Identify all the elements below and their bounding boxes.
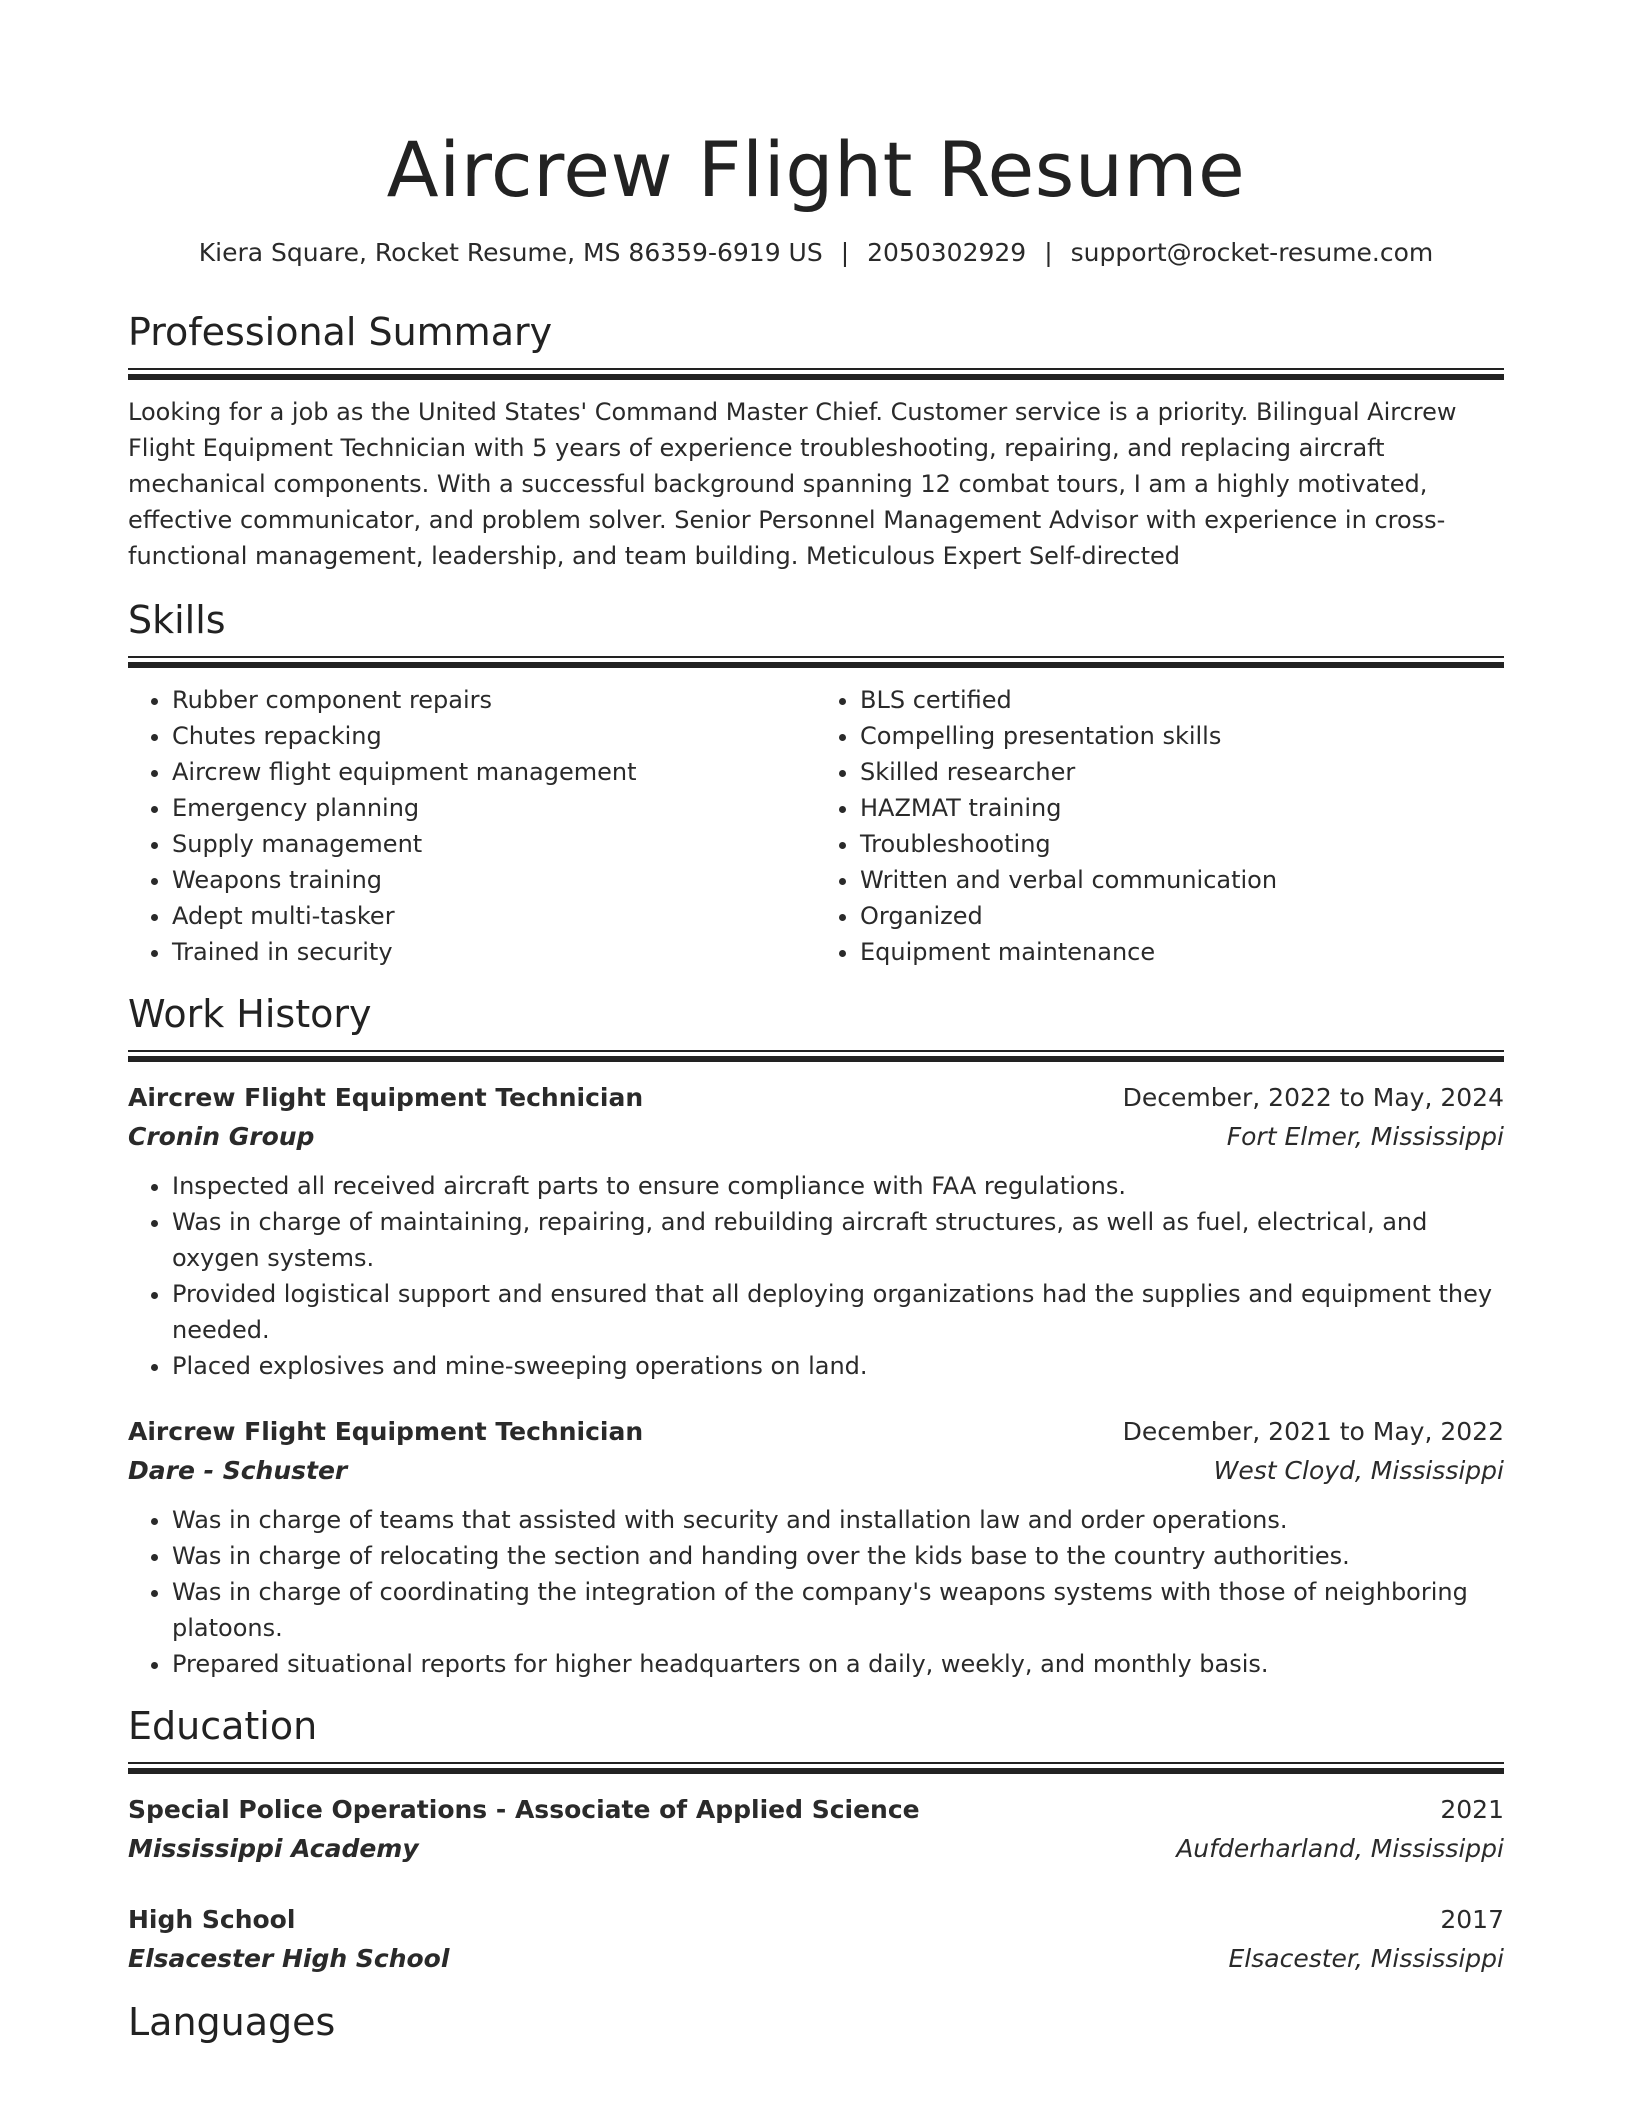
skill-item: • Aircrew flight equipment management: [172, 754, 816, 790]
education-location: Elsacester, Mississippi: [1228, 1944, 1504, 1973]
skill-item: • Emergency planning: [172, 790, 816, 826]
job-bullet: • Inspected all received aircraft parts to ensure compliance with FAA regulations.: [172, 1168, 1504, 1204]
skill-item: • Written and verbal communication: [860, 862, 1504, 898]
job-bullet: • Was in charge of relocating the section and handing over the kids base to the country authorities.: [172, 1538, 1504, 1574]
skill-item: • BLS certified: [860, 682, 1504, 718]
work-history-section: [128, 990, 1504, 1682]
section-title-work-history: Work History: [128, 992, 372, 1036]
education-year: 2021: [1440, 1795, 1504, 1824]
skill-item: • Troubleshooting: [860, 826, 1504, 862]
job-title: Aircrew Flight Equipment Technician: [128, 1417, 644, 1446]
education-section: [128, 1702, 1504, 1978]
skill-item: • Compelling presentation skills: [860, 718, 1504, 754]
section-title-skills: Skills: [128, 598, 226, 642]
section-divider: [128, 656, 1504, 668]
job-entry: [128, 1412, 1504, 1682]
job-bullets: [128, 1168, 1504, 1384]
summary-text: Looking for a job as the United States' Command Master Chief. Customer service is a priority. Bilingual Aircrew Flight Equipment Technician with 5 years of experience troubleshooting, repairing, and replacing aircraft mechanical components. With a successful background spanning 12 combat tours, I am a highly motivated, effective communicator, and problem solver. Senior Personnel Management Advisor with experience in cross-functional management, leadership, and team building. Meticulous Expert Self-directed: [128, 398, 1457, 570]
skills-list-left: [128, 682, 816, 970]
section-divider: [128, 1050, 1504, 1062]
skills-section: [128, 596, 1504, 970]
job-bullet: • Placed explosives and mine-sweeping operations on land.: [172, 1348, 1504, 1384]
summary-section: [128, 308, 1504, 574]
resume-title: Aircrew Flight Resume: [386, 125, 1246, 214]
education-entry: [128, 1900, 1504, 1978]
education-school: Elsacester High School: [128, 1944, 450, 1973]
skills-list-right: [816, 682, 1504, 970]
job-bullet: • Was in charge of maintaining, repairing, and rebuilding aircraft structures, as well as fuel, electrical, and oxygen systems.: [172, 1204, 1504, 1276]
job-bullets: [128, 1502, 1504, 1682]
skills-columns: [128, 682, 1504, 970]
skill-item: • Trained in security: [172, 934, 816, 970]
section-divider: [128, 1762, 1504, 1774]
skill-item: • HAZMAT training: [860, 790, 1504, 826]
contact-separator: |: [1044, 238, 1053, 267]
education-degree: Special Police Operations - Associate of Applied Science: [128, 1795, 920, 1824]
education-school: Mississippi Academy: [128, 1834, 419, 1863]
job-location: West Cloyd, Mississippi: [1213, 1456, 1504, 1485]
job-location: Fort Elmer, Mississippi: [1226, 1122, 1504, 1151]
skill-item: • Weapons training: [172, 862, 816, 898]
contact-line: [128, 236, 1504, 270]
skill-item: • Equipment maintenance: [860, 934, 1504, 970]
job-dates: December, 2022 to May, 2024: [1122, 1083, 1504, 1112]
job-company: Cronin Group: [128, 1122, 315, 1151]
skill-item: • Adept multi-tasker: [172, 898, 816, 934]
job-company: Dare - Schuster: [128, 1456, 348, 1485]
skill-item: • Rubber component repairs: [172, 682, 816, 718]
languages-section: [128, 1998, 1504, 2046]
skill-item: • Organized: [860, 898, 1504, 934]
section-divider: [128, 368, 1504, 380]
section-title-summary: Professional Summary: [128, 310, 553, 354]
contact-separator: |: [840, 238, 850, 267]
job-bullet: • Prepared situational reports for higher headquarters on a daily, weekly, and monthly basis.: [172, 1646, 1504, 1682]
job-dates: December, 2021 to May, 2022: [1122, 1417, 1504, 1446]
education-year: 2017: [1440, 1905, 1504, 1934]
job-entry: [128, 1078, 1504, 1384]
contact-email[interactable]: support@rocket-resume.com: [1070, 238, 1434, 267]
education-degree: High School: [128, 1905, 296, 1934]
education-entry: [128, 1790, 1504, 1868]
job-bullet: • Was in charge of coordinating the integration of the company's weapons systems with those of neighboring platoons.: [172, 1574, 1504, 1646]
skill-item: • Skilled researcher: [860, 754, 1504, 790]
contact-phone: 2050302929: [867, 238, 1027, 267]
education-location: Aufderharland, Mississippi: [1176, 1834, 1504, 1863]
job-title: Aircrew Flight Equipment Technician: [128, 1083, 644, 1112]
job-bullet: • Provided logistical support and ensured that all deploying organizations had the supplies and equipment they needed.: [172, 1276, 1504, 1348]
skill-item: • Chutes repacking: [172, 718, 816, 754]
skill-item: • Supply management: [172, 826, 816, 862]
contact-address: Kiera Square, Rocket Resume, MS 86359-6919 US: [198, 238, 823, 267]
section-title-languages: Languages: [128, 2000, 336, 2044]
section-title-education: Education: [128, 1704, 318, 1748]
job-bullet: • Was in charge of teams that assisted with security and installation law and order operations.: [172, 1502, 1504, 1538]
